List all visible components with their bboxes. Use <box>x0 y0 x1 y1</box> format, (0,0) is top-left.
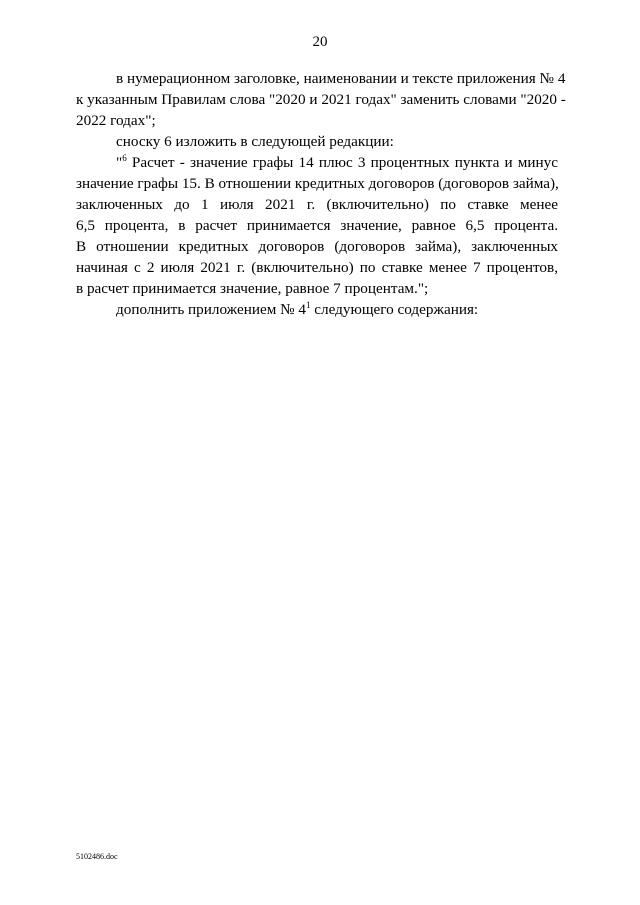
paragraph-1-line-3: 2022 годах"; <box>76 112 156 129</box>
paragraph-3-line-2: значение графы 15. В отношении кредитных договоров (договоров займа), <box>76 175 559 192</box>
paragraph-3-line-6: начиная с 2 июля 2021 г. (включительно) по ставке менее 7 процентов, <box>76 259 558 276</box>
paragraph-3-line-7: в расчет принимается значение, равное 7 процентам."; <box>76 280 429 297</box>
page-number: 20 <box>312 34 328 50</box>
paragraph-4-text-after: следующего содержания: <box>310 301 479 318</box>
paragraph-3-line-3: заключенных до 1 июля 2021 г. (включительно) по ставке менее <box>76 196 558 213</box>
paragraph-3-line-1-text: Расчет - значение графы 14 плюс 3 процентных пункта и минус <box>126 154 558 171</box>
paragraph-1-line-2: к указанным Правилам слова "2020 и 2021 годах" заменить словами "2020 - <box>76 91 566 108</box>
paragraph-3-line-4: 6,5 процента, в расчет принимается значение, равное 6,5 процента. <box>76 217 558 234</box>
paragraph-3-line-1 <box>116 153 558 173</box>
appendix-superscript: 1 <box>306 299 311 310</box>
paragraph-3-line-5: В отношении кредитных договоров (договоров займа), заключенных <box>76 238 558 255</box>
paragraph-4-line-1 <box>116 300 558 320</box>
paragraph-4-text-before: дополнить приложением № 4 <box>116 301 306 318</box>
paragraph-2-line-1: сноску 6 изложить в следующей редакции: <box>116 133 394 150</box>
footnote-marker: 6 <box>122 152 127 163</box>
paragraph-1-line-1: в нумерационном заголовке, наименовании и тексте приложения № 4 <box>116 70 566 87</box>
opening-quote: " <box>116 154 123 171</box>
document-file-code: 5102486.doc <box>76 852 118 861</box>
